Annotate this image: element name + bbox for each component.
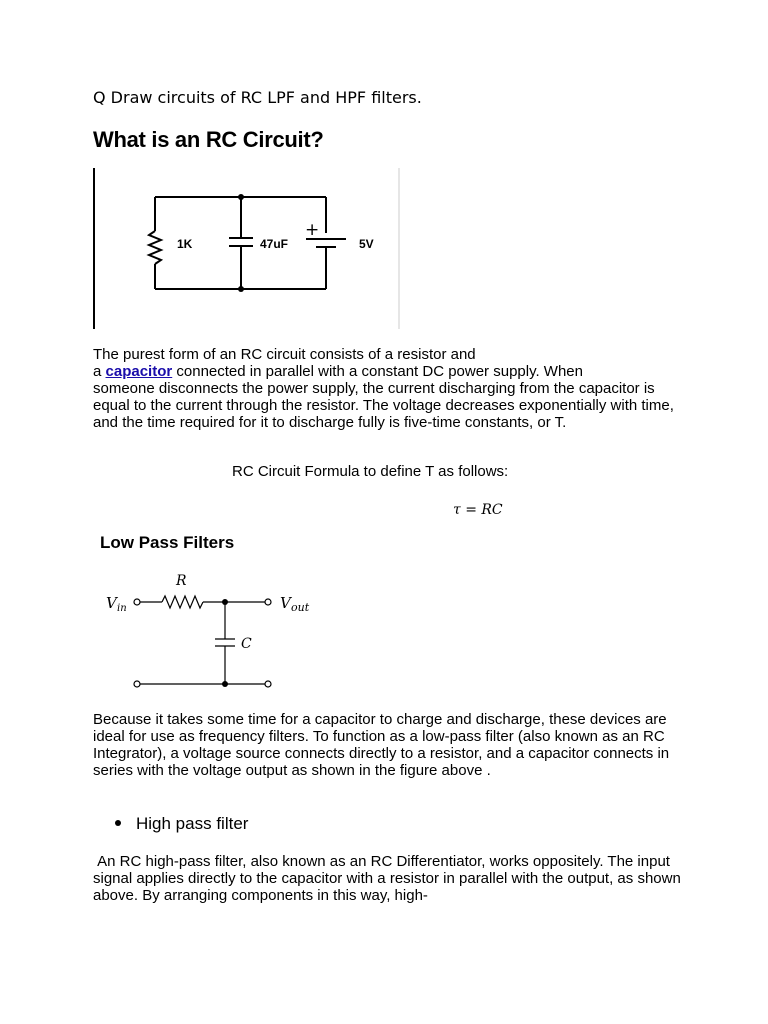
vin-subscript: in — [117, 603, 127, 614]
rc-formula: τ = RC — [453, 502, 503, 518]
lpf-junction-bottom — [222, 681, 228, 687]
rc-description-paragraph: The purest form of an RC circuit consists of a resistor and a capacitor connected in parallel with a constant DC power supply. When someone disconnects the power supply, the current discharging from the capacitor is equal to the current through the resistor. The voltage decreases exponentially with time, and the time required for it to discharge fully is five-time constants, or T. — [93, 346, 674, 431]
vin-terminal — [134, 599, 140, 605]
resistor-r-label: R — [176, 573, 187, 589]
low-pass-heading: Low Pass Filters — [100, 533, 235, 552]
battery-label: 5V — [359, 237, 374, 251]
vout-label: V — [280, 594, 291, 612]
rc-circuit-figure — [93, 168, 403, 330]
junction-top — [238, 194, 244, 200]
formula-label: RC Circuit Formula to define T as follows: — [232, 463, 509, 480]
low-pass-filter-figure — [100, 565, 330, 695]
high-pass-paragraph: An RC high-pass filter, also known as an RC Differentiator, works oppositely. The input signal applies directly to the capacitor with a resistor in parallel with the output, as shown above. By arranging components in this way, high- — [93, 853, 685, 904]
vout-subscript: out — [291, 601, 310, 614]
ground-right-terminal — [265, 681, 271, 687]
ground-left-terminal — [134, 681, 140, 687]
vin-label: V — [106, 594, 117, 612]
resistor-label: 1K — [177, 237, 193, 251]
low-pass-paragraph: Because it takes some time for a capacitor to charge and discharge, these devices are ideal for use as frequency filters. To function as a low-pass filter (also known as an RC Integrator), a voltage source connects directly to a resistor, and a capacitor connects in series with the voltage output as shown in the figure above . — [93, 711, 670, 779]
resistor-symbol — [149, 231, 161, 264]
page-heading: What is an RC Circuit? — [93, 127, 324, 152]
vout-terminal — [265, 599, 271, 605]
high-pass-bullet-label: High pass filter — [136, 814, 249, 833]
capacitor-label: 47uF — [260, 237, 289, 251]
capacitor-link[interactable]: capacitor — [105, 363, 173, 380]
lpf-junction-top — [222, 599, 228, 605]
battery-plus-label: + — [305, 220, 320, 240]
junction-bottom — [238, 286, 244, 292]
capacitor-c-label: C — [241, 636, 252, 652]
bullet-dot — [115, 820, 121, 826]
high-pass-bullet — [115, 814, 248, 834]
lpf-resistor-symbol — [162, 596, 203, 608]
question-text: Q Draw circuits of RC LPF and HPF filters. — [93, 88, 422, 107]
